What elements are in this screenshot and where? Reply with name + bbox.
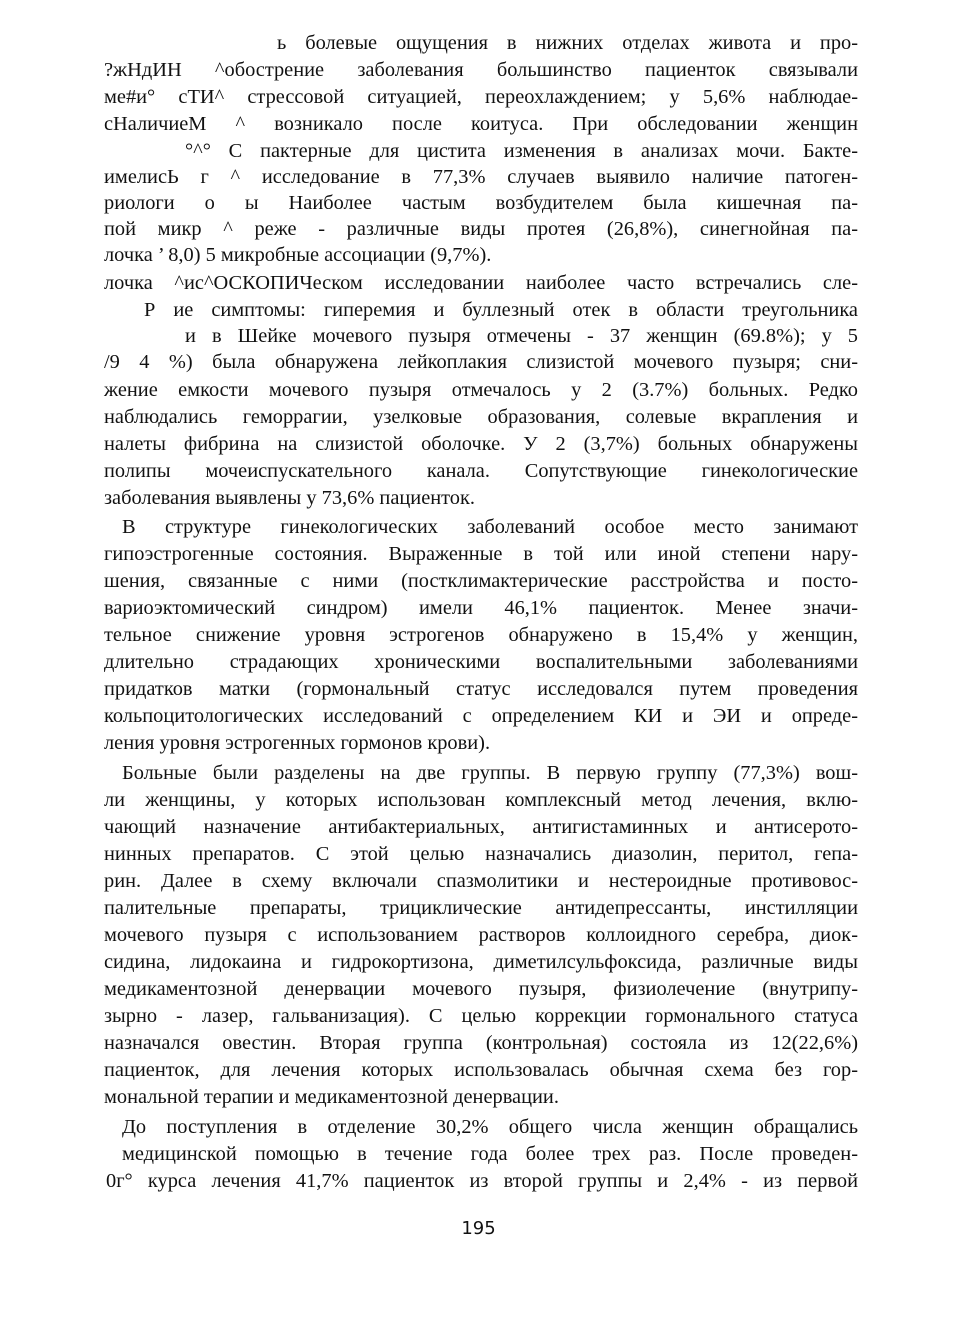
text-line: медицинской помощью в течение года более трех раз. После проведен- xyxy=(122,1143,858,1165)
text-line: зырно - лазер, гальванизация). С целью коррекции гормонального статуса xyxy=(104,1005,858,1027)
text-line: налеты фибрина на слизистой оболочке. У 2 (3,7%) больных обнаружены xyxy=(104,433,858,455)
text-line: нинных препаратов. С этой целью назначались диазолин, перитол, гепа- xyxy=(104,843,858,865)
text-line: и в Шейке мочевого пузыря отмечены - 37 женщин (69.8%); у 5 xyxy=(185,325,858,347)
text-line: риологи о ы Наиболее частым возбудителем была кишечная па- xyxy=(104,192,858,214)
text-line: чающий назначение антибактериальных, антигистаминных и антисерото- xyxy=(104,816,858,838)
text-line: длительно страдающих хроническими воспалительными заболеваниями xyxy=(104,651,858,673)
text-line: сидина, лидокаина и гидрокортизона, диметилсульфоксида, различные виды xyxy=(104,951,858,973)
text-line: В структуре гинекологических заболеваний особое место занимают xyxy=(122,516,858,538)
text-line: ления уровня эстрогенных гормонов крови). xyxy=(104,732,491,754)
text-line: заболевания выявлены у 73,6% пациенток. xyxy=(104,487,475,509)
text-line: ь болевые ощущения в нижних отделах живота и про- xyxy=(277,32,858,54)
text-line: шения, связанные с ними (постклимактерические расстройства и посто- xyxy=(104,570,858,592)
text-line: мональной терапии и медикаментозной денервации. xyxy=(104,1086,559,1108)
text-line: вариоэктомический синдром) имели 46,1% пациенток. Менее значи- xyxy=(104,597,858,619)
text-line: имелисЬ г ^ исследование в 77,3% случаев выявило наличие патоген- xyxy=(104,166,858,188)
text-line: °^° С пактерные для цистита изменения в анализах мочи. Бакте- xyxy=(185,140,858,162)
text-line: 0г° курса лечения 41,7% пациенток из второй группы и 2,4% - из первой xyxy=(106,1170,858,1192)
text-line: пой микр ^ реже - различные виды протея (26,8%), синегнойная па- xyxy=(104,218,858,240)
text-line: гипоэстрогенные состояния. Выраженные в той или иной степени нару- xyxy=(104,543,858,565)
text-line: медикаментозной денервации мочевого пузыря, физиолечение (внутрипу- xyxy=(104,978,858,1000)
text-line: рин. Далее в схему включали спазмолитики и нестероидные противовос- xyxy=(104,870,858,892)
text-line: палительные препараты, трициклические антидепрессанты, инстилляции xyxy=(104,897,858,919)
text-line: придатков матки (гормональный статус исследовался путем проведения xyxy=(104,678,858,700)
text-line: назначался овестин. Вторая группа (контрольная) состояла из 12(22,6%) xyxy=(104,1032,858,1054)
text-line: До поступления в отделение 30,2% общего числа женщин обращались xyxy=(122,1116,858,1138)
text-line: лочка ’ 8,0) 5 микробные ассоциации (9,7%). xyxy=(104,244,492,266)
text-line: ли женщины, у которых использован комплексный метод лечения, вклю- xyxy=(104,789,858,811)
text-line: кольпоцитологических исследований с определением КИ и ЭИ и опреде- xyxy=(104,705,858,727)
text-line: Больные были разделены на две группы. В первую группу (77,3%) вош- xyxy=(122,762,858,784)
text-line: сНаличиеМ ^ возникало после коитуса. При обследовании женщин xyxy=(104,113,858,135)
text-line: лочка ^ис^ОСКОПИЧеском исследовании наиболее часто встречались сле- xyxy=(104,272,858,294)
page-number: 195 xyxy=(461,1218,496,1239)
text-line: ме#и° сТИ^ стрессовой ситуацией, переохлаждением; у 5,6% наблюдае- xyxy=(104,86,858,108)
text-line: полипы мочеиспускательного канала. Сопутствующие гинекологические xyxy=(104,460,858,482)
text-line: наблюдались геморрагии, узелковые образования, солевые вкрапления и xyxy=(104,406,858,428)
text-line: мочевого пузыря с использованием растворов коллоидного серебра, диок- xyxy=(104,924,858,946)
text-line: пациенток, для лечения которых использовалась обычная схема без гор- xyxy=(104,1059,858,1081)
text-line: ?жНдИН ^обострение заболевания большинство пациенток связывали xyxy=(104,59,858,81)
text-line: /9 4 %) была обнаружена лейкоплакия слизистой мочевого пузыря; сни- xyxy=(104,351,858,373)
text-line: Р ие симптомы: гиперемия и буллезный отек в области треугольника xyxy=(144,299,858,321)
text-line: тельное снижение уровня эстрогенов обнаружено в 15,4% у женщин, xyxy=(104,624,858,646)
text-line: жение емкости мочевого пузыря отмечалось у 2 (3.7%) больных. Редко xyxy=(104,379,858,401)
